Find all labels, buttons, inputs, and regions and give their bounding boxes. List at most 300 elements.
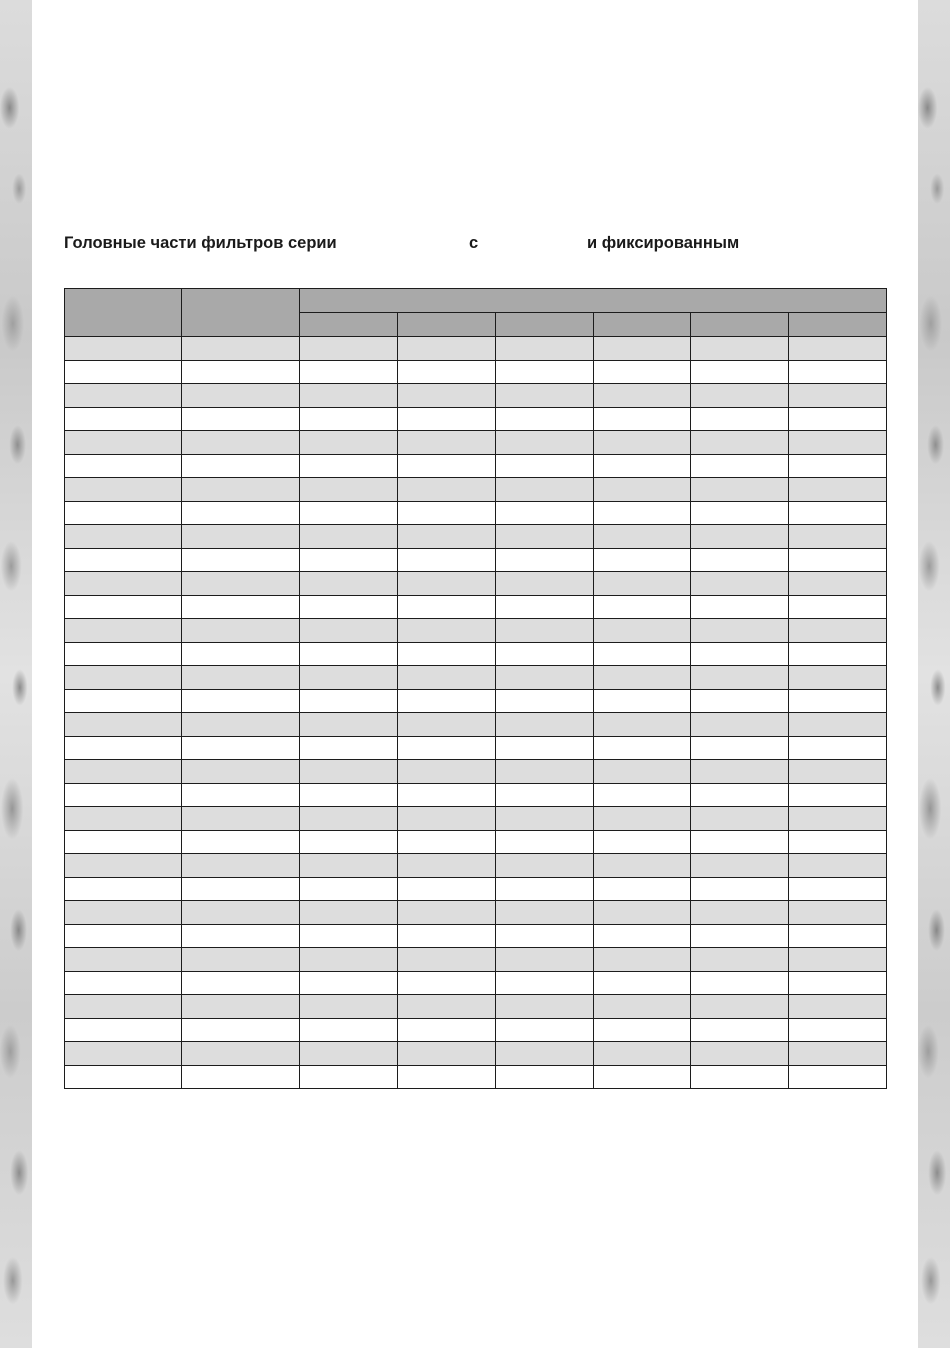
table-cell	[496, 924, 594, 948]
table-cell	[789, 407, 887, 431]
header-cell-col-2	[182, 289, 300, 337]
table-cell	[398, 501, 496, 525]
table-row	[65, 548, 887, 572]
table-cell	[594, 431, 691, 455]
table-cell	[691, 619, 789, 643]
table-cell	[594, 407, 691, 431]
table-cell	[789, 1065, 887, 1089]
table-cell	[691, 454, 789, 478]
table-cell	[65, 948, 182, 972]
table-row	[65, 948, 887, 972]
table-cell	[65, 1065, 182, 1089]
table-cell	[398, 548, 496, 572]
table-cell	[65, 713, 182, 737]
table-cell	[594, 360, 691, 384]
table-cell	[594, 1018, 691, 1042]
table-cell	[496, 384, 594, 408]
table-cell	[496, 948, 594, 972]
table-cell	[182, 407, 300, 431]
table-cell	[789, 525, 887, 549]
table-cell	[789, 713, 887, 737]
table-cell	[65, 854, 182, 878]
table-row	[65, 360, 887, 384]
table-cell	[594, 572, 691, 596]
table-cell	[691, 689, 789, 713]
table-cell	[65, 666, 182, 690]
table-row	[65, 760, 887, 784]
table-cell	[691, 807, 789, 831]
table-row	[65, 407, 887, 431]
table-cell	[789, 360, 887, 384]
table-row	[65, 525, 887, 549]
table-cell	[594, 689, 691, 713]
table-cell	[65, 572, 182, 596]
table-cell	[182, 901, 300, 925]
header-subcell	[300, 313, 398, 337]
table-cell	[691, 548, 789, 572]
table-cell	[182, 1065, 300, 1089]
table-cell	[789, 830, 887, 854]
table-cell	[789, 1018, 887, 1042]
table-cell	[182, 948, 300, 972]
table-cell	[182, 595, 300, 619]
table-cell	[594, 854, 691, 878]
table-row	[65, 971, 887, 995]
table-row	[65, 431, 887, 455]
table-cell	[496, 431, 594, 455]
table-row	[65, 572, 887, 596]
heading-part-3: и фиксированным	[587, 234, 740, 252]
table-cell	[496, 360, 594, 384]
table-cell	[65, 595, 182, 619]
specs-table	[64, 288, 887, 1089]
table-row	[65, 877, 887, 901]
table-cell	[300, 971, 398, 995]
table-cell	[691, 1042, 789, 1066]
table-cell	[300, 783, 398, 807]
table-cell	[182, 995, 300, 1019]
table-cell	[691, 666, 789, 690]
table-cell	[300, 572, 398, 596]
table-cell	[496, 1065, 594, 1089]
table-cell	[398, 689, 496, 713]
table-cell	[300, 830, 398, 854]
table-cell	[300, 666, 398, 690]
table-cell	[594, 807, 691, 831]
table-cell	[300, 1065, 398, 1089]
table-cell	[300, 760, 398, 784]
table-cell	[691, 877, 789, 901]
table-cell	[496, 995, 594, 1019]
header-subcell	[398, 313, 496, 337]
table-cell	[789, 501, 887, 525]
table-cell	[300, 1018, 398, 1042]
table-cell	[789, 783, 887, 807]
table-cell	[65, 407, 182, 431]
table-cell	[789, 337, 887, 361]
table-cell	[182, 642, 300, 666]
table-cell	[594, 525, 691, 549]
table-cell	[300, 407, 398, 431]
table-cell	[691, 736, 789, 760]
table-cell	[691, 384, 789, 408]
table-cell	[398, 830, 496, 854]
table-cell	[300, 360, 398, 384]
table-cell	[182, 783, 300, 807]
table-cell	[789, 877, 887, 901]
table-row	[65, 924, 887, 948]
table-cell	[789, 478, 887, 502]
table-cell	[691, 525, 789, 549]
table-cell	[691, 572, 789, 596]
table-cell	[496, 901, 594, 925]
table-cell	[398, 971, 496, 995]
table-cell	[594, 877, 691, 901]
decorative-side-strip-right	[918, 0, 950, 1348]
table-cell	[182, 713, 300, 737]
table-cell	[300, 337, 398, 361]
table-cell	[594, 595, 691, 619]
table-cell	[398, 337, 496, 361]
table-cell	[300, 807, 398, 831]
table-cell	[789, 807, 887, 831]
table-cell	[182, 1042, 300, 1066]
table-cell	[182, 877, 300, 901]
table-cell	[182, 572, 300, 596]
header-subcell	[496, 313, 594, 337]
table-cell	[789, 642, 887, 666]
table-cell	[789, 595, 887, 619]
table-cell	[398, 1065, 496, 1089]
table-cell	[65, 337, 182, 361]
table-body	[65, 337, 887, 1089]
table-cell	[182, 854, 300, 878]
header-subcell	[594, 313, 691, 337]
table-cell	[398, 407, 496, 431]
table-cell	[398, 595, 496, 619]
table-cell	[789, 454, 887, 478]
table-cell	[594, 736, 691, 760]
table-row	[65, 595, 887, 619]
table-header	[65, 289, 887, 337]
table-row	[65, 807, 887, 831]
table-row	[65, 783, 887, 807]
table-cell	[594, 995, 691, 1019]
table-cell	[789, 854, 887, 878]
table-cell	[594, 478, 691, 502]
table-cell	[789, 619, 887, 643]
table-cell	[300, 431, 398, 455]
table-cell	[300, 384, 398, 408]
table-cell	[594, 783, 691, 807]
table-cell	[182, 760, 300, 784]
table-cell	[398, 854, 496, 878]
table-cell	[691, 642, 789, 666]
table-cell	[594, 548, 691, 572]
table-cell	[65, 642, 182, 666]
table-cell	[65, 501, 182, 525]
table-cell	[398, 783, 496, 807]
table-cell	[65, 360, 182, 384]
table-cell	[300, 454, 398, 478]
table-cell	[182, 689, 300, 713]
table-cell	[691, 337, 789, 361]
table-cell	[496, 548, 594, 572]
table-cell	[398, 642, 496, 666]
table-cell	[691, 760, 789, 784]
table-cell	[789, 431, 887, 455]
table-row	[65, 501, 887, 525]
table-cell	[496, 478, 594, 502]
table-cell	[398, 478, 496, 502]
table-cell	[182, 1018, 300, 1042]
table-cell	[594, 713, 691, 737]
table-cell	[398, 901, 496, 925]
table-cell	[182, 807, 300, 831]
table-cell	[182, 478, 300, 502]
table-cell	[691, 407, 789, 431]
header-cell-group	[300, 289, 887, 313]
table-row	[65, 689, 887, 713]
table-cell	[398, 619, 496, 643]
table-cell	[398, 877, 496, 901]
table-cell	[398, 454, 496, 478]
table-cell	[398, 807, 496, 831]
table-cell	[496, 595, 594, 619]
table-cell	[496, 501, 594, 525]
table-cell	[300, 478, 398, 502]
table-cell	[65, 1018, 182, 1042]
heading-part-1: Головные части фильтров серии	[64, 234, 337, 252]
table-cell	[300, 525, 398, 549]
table-cell	[182, 971, 300, 995]
table-cell	[398, 1018, 496, 1042]
decorative-side-strip-left	[0, 0, 32, 1348]
table-row	[65, 830, 887, 854]
header-subcell	[691, 313, 789, 337]
table-cell	[65, 736, 182, 760]
table-cell	[789, 760, 887, 784]
table-cell	[398, 1042, 496, 1066]
table-cell	[65, 431, 182, 455]
table-cell	[398, 713, 496, 737]
table-cell	[594, 501, 691, 525]
table-row	[65, 337, 887, 361]
table-cell	[789, 901, 887, 925]
table-cell	[182, 830, 300, 854]
table-cell	[300, 877, 398, 901]
table-cell	[789, 971, 887, 995]
table-cell	[691, 501, 789, 525]
table-cell	[182, 525, 300, 549]
table-cell	[594, 454, 691, 478]
table-cell	[496, 713, 594, 737]
table-cell	[300, 642, 398, 666]
table-cell	[300, 1042, 398, 1066]
table-cell	[182, 924, 300, 948]
table-row	[65, 1042, 887, 1066]
table-cell	[789, 995, 887, 1019]
table-cell	[496, 736, 594, 760]
table-cell	[496, 1018, 594, 1042]
table-cell	[594, 666, 691, 690]
table-cell	[65, 783, 182, 807]
table-cell	[496, 572, 594, 596]
table-cell	[65, 525, 182, 549]
table-row	[65, 478, 887, 502]
table-cell	[398, 572, 496, 596]
table-cell	[182, 431, 300, 455]
table-cell	[398, 525, 496, 549]
table-cell	[398, 760, 496, 784]
table-cell	[691, 713, 789, 737]
table-cell	[182, 666, 300, 690]
table-cell	[300, 736, 398, 760]
table-cell	[65, 478, 182, 502]
table-row	[65, 666, 887, 690]
table-cell	[182, 337, 300, 361]
page-heading	[64, 234, 886, 254]
table-cell	[65, 384, 182, 408]
table-cell	[398, 948, 496, 972]
table-cell	[594, 619, 691, 643]
table-cell	[300, 713, 398, 737]
table-cell	[182, 454, 300, 478]
table-cell	[496, 689, 594, 713]
table-row	[65, 736, 887, 760]
table-cell	[496, 760, 594, 784]
table-cell	[65, 995, 182, 1019]
table-cell	[594, 642, 691, 666]
table-row	[65, 454, 887, 478]
table-cell	[496, 830, 594, 854]
table-cell	[789, 948, 887, 972]
table-cell	[594, 384, 691, 408]
table-cell	[496, 666, 594, 690]
table-cell	[594, 337, 691, 361]
table-cell	[398, 995, 496, 1019]
table-row	[65, 854, 887, 878]
table-row	[65, 642, 887, 666]
table-cell	[496, 783, 594, 807]
table-row	[65, 619, 887, 643]
table-cell	[65, 901, 182, 925]
table-cell	[789, 736, 887, 760]
table-cell	[594, 1065, 691, 1089]
table-cell	[300, 995, 398, 1019]
table-cell	[300, 854, 398, 878]
heading-part-2: с	[469, 234, 479, 252]
table-cell	[789, 572, 887, 596]
table-cell	[300, 595, 398, 619]
table-cell	[496, 1042, 594, 1066]
table-cell	[182, 384, 300, 408]
table-cell	[691, 1018, 789, 1042]
table-cell	[65, 830, 182, 854]
table-cell	[65, 971, 182, 995]
table-cell	[691, 830, 789, 854]
table-cell	[182, 548, 300, 572]
table-row	[65, 995, 887, 1019]
table-cell	[691, 995, 789, 1019]
table-cell	[691, 431, 789, 455]
table-row	[65, 384, 887, 408]
table-cell	[789, 924, 887, 948]
table-cell	[398, 360, 496, 384]
table-cell	[789, 548, 887, 572]
table-cell	[398, 384, 496, 408]
table-cell	[300, 501, 398, 525]
table-cell	[496, 407, 594, 431]
table-cell	[691, 1065, 789, 1089]
table-cell	[691, 971, 789, 995]
table-cell	[398, 924, 496, 948]
table-cell	[496, 525, 594, 549]
table-cell	[65, 877, 182, 901]
table-cell	[65, 548, 182, 572]
header-cell-col-1	[65, 289, 182, 337]
table-row	[65, 713, 887, 737]
table-cell	[691, 901, 789, 925]
table-cell	[594, 971, 691, 995]
table-cell	[789, 1042, 887, 1066]
table-cell	[594, 1042, 691, 1066]
table-cell	[65, 924, 182, 948]
table-cell	[594, 830, 691, 854]
table-cell	[789, 689, 887, 713]
header-subcell	[789, 313, 887, 337]
table-cell	[789, 384, 887, 408]
table-cell	[65, 1042, 182, 1066]
table-cell	[182, 501, 300, 525]
table-cell	[496, 971, 594, 995]
table-cell	[398, 666, 496, 690]
table-cell	[182, 619, 300, 643]
table-cell	[496, 337, 594, 361]
table-cell	[691, 478, 789, 502]
table-cell	[594, 760, 691, 784]
table-cell	[594, 948, 691, 972]
table-cell	[182, 736, 300, 760]
table-cell	[496, 454, 594, 478]
table-cell	[65, 807, 182, 831]
table-cell	[65, 689, 182, 713]
table-cell	[300, 548, 398, 572]
table-cell	[300, 619, 398, 643]
table-cell	[65, 454, 182, 478]
table-cell	[496, 619, 594, 643]
table-cell	[398, 736, 496, 760]
table-cell	[300, 924, 398, 948]
table-cell	[300, 689, 398, 713]
table-cell	[496, 877, 594, 901]
table-cell	[691, 783, 789, 807]
table-cell	[594, 924, 691, 948]
table-cell	[398, 431, 496, 455]
table-cell	[789, 666, 887, 690]
table-cell	[691, 595, 789, 619]
table-cell	[496, 642, 594, 666]
table-cell	[691, 948, 789, 972]
table-cell	[300, 901, 398, 925]
table-cell	[496, 807, 594, 831]
table-cell	[182, 360, 300, 384]
table-cell	[691, 924, 789, 948]
table-cell	[496, 854, 594, 878]
table-row	[65, 901, 887, 925]
table-cell	[691, 854, 789, 878]
table-cell	[300, 948, 398, 972]
